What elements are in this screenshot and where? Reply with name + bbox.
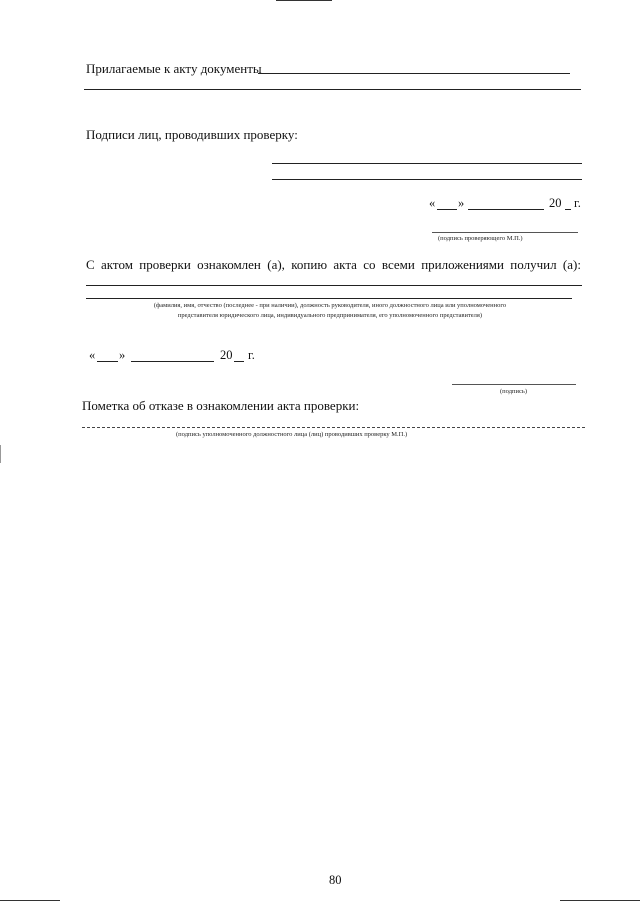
acquainted-word: С — [86, 257, 95, 272]
page-number: 80 — [329, 873, 342, 887]
attached-docs-label: Прилагаемые к акту документы — [86, 61, 262, 76]
inspectors-date-year-prefix: 20 — [549, 196, 562, 210]
acquainted-word: ознакомлен — [197, 257, 261, 272]
acquainted-name-line-2[interactable] — [86, 298, 572, 299]
acquainted-date-year-suffix: г. — [248, 348, 255, 362]
inspectors-date-year-line[interactable] — [565, 209, 571, 210]
inspectors-date-month-line[interactable] — [468, 209, 544, 210]
acquainted-caption-line1: (фамилия, имя, отчество (последнее - при наличии), должность руководителя, иного должностного лица или уполномоченного — [153, 302, 507, 309]
attached-docs-field-line-2[interactable] — [84, 89, 581, 90]
scan-edge-mark-left — [0, 445, 1, 463]
acquainted-name-line-1[interactable] — [86, 285, 582, 286]
acquainted-date-month-line[interactable] — [131, 361, 214, 362]
acquainted-word: акта — [333, 257, 357, 272]
acquainted-sentence — [86, 257, 581, 272]
acquainted-word: проверки — [139, 257, 191, 272]
acquainted-word: получил — [510, 257, 557, 272]
inspector-signature-line-2[interactable] — [272, 179, 582, 180]
acquainted-word: (а): — [562, 257, 581, 272]
refusal-signature-line[interactable] — [82, 427, 585, 428]
acquainted-word: актом — [101, 257, 133, 272]
acquainted-signature-line[interactable] — [452, 384, 576, 385]
acquainted-signature-caption: (подпись) — [500, 388, 527, 395]
inspectors-date-close-quote: » — [458, 196, 465, 210]
inspectors-date-open-quote: « — [429, 196, 436, 210]
acquainted-date-year-line[interactable] — [234, 361, 244, 362]
inspector-caption-line[interactable] — [432, 232, 578, 233]
acquainted-caption-line2: представителя юридического лица, индивидуального предпринимателя, его уполномоченного представителя) — [177, 312, 483, 319]
inspector-signature-line-1[interactable] — [272, 163, 582, 164]
scan-edge-mark-top — [276, 0, 332, 1]
attached-docs-field-line-1[interactable] — [258, 73, 570, 74]
acquainted-word: со — [363, 257, 376, 272]
acquainted-date-close-quote: » — [119, 348, 126, 362]
inspectors-date-day-line[interactable] — [437, 209, 457, 210]
scan-edge-mark-bottom-right — [560, 900, 640, 901]
scan-edge-mark-bottom-left — [0, 900, 60, 901]
inspector-signature-caption: (подпись проверяющего М.П.) — [438, 235, 523, 242]
acquainted-date-open-quote: « — [89, 348, 96, 362]
acquainted-word: всеми — [381, 257, 415, 272]
refusal-caption: (подпись уполномоченного должностного лица (лиц) проводивших проверку М.П.) — [176, 431, 408, 438]
acquainted-date-day-line[interactable] — [97, 361, 118, 362]
acquainted-word: приложениями — [421, 257, 504, 272]
acquainted-date-year-prefix: 20 — [220, 348, 233, 362]
refusal-label: Пометка об отказе в ознакомлении акта проверки: — [82, 398, 360, 413]
inspectors-date-year-suffix: г. — [574, 196, 581, 210]
inspectors-signatures-label: Подписи лиц, проводивших проверку: — [86, 127, 298, 142]
acquainted-word: копию — [291, 257, 328, 272]
acquainted-word: (а), — [267, 257, 285, 272]
